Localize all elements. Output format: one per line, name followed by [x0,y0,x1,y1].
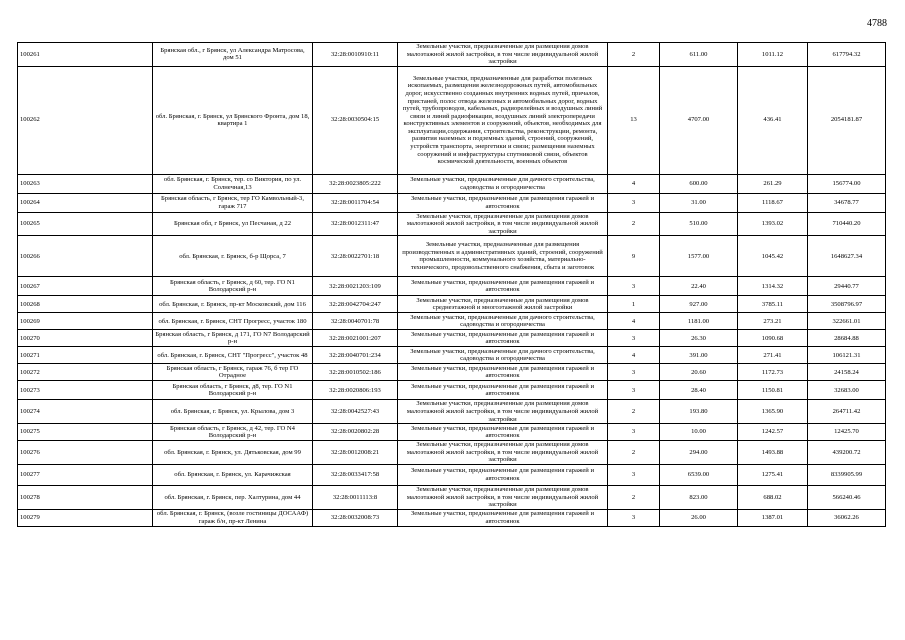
specific-value-cell: 1118.67 [738,193,808,212]
use-group-cell: 3 [608,330,660,347]
cadastral-value-cell: 156774.00 [808,174,886,193]
address-cell: Брянская обл., г Брянск, ул Александра Матросова, дом 51 [153,43,313,67]
cadastral-value-cell: 3508796.97 [808,296,886,313]
use-group-cell: 2 [608,43,660,67]
area-cell: 10.00 [660,424,738,441]
record-id-cell: 100273 [18,381,153,400]
use-group-cell: 3 [608,509,660,526]
specific-value-cell: 1314.32 [738,277,808,296]
use-group-cell: 13 [608,66,660,174]
cadastral-value-cell: 24158.24 [808,364,886,381]
cadastral-number-cell: 32:28:0022701:18 [313,236,398,277]
table-body [18,43,886,527]
cadastral-value-cell: 710440.20 [808,212,886,236]
cadastral-value-table [17,42,886,527]
address-cell: Брянская область, г Брянск, д 171, ГО N7 Володарский р-н [153,330,313,347]
area-cell: 26.30 [660,330,738,347]
cadastral-value-cell: 566240.46 [808,485,886,509]
table-row [18,364,886,381]
table-row [18,174,886,193]
record-id-cell: 100275 [18,424,153,441]
cadastral-number-cell: 32:28:0042704:247 [313,296,398,313]
address-cell: Брянская область, г Брянск, гараж 76, б тер ГО Отрадное [153,364,313,381]
land-use-cell: Земельные участки, предназначенные для размещения производственных и административных зданий, строений, сооружений промышленности, коммунального хозяйства, материально-технического, продовольственного снабжения, сбыта и заготовок [398,236,608,277]
record-id-cell: 100276 [18,441,153,465]
record-id-cell: 100274 [18,400,153,424]
area-cell: 26.00 [660,509,738,526]
address-cell: обл. Брянская, г. Брянск, пр-кт Московский, дом 116 [153,296,313,313]
cadastral-value-cell: 12425.70 [808,424,886,441]
cadastral-number-cell: 32:28:0021203:109 [313,277,398,296]
specific-value-cell: 1393.02 [738,212,808,236]
table-row [18,66,886,174]
record-id-cell: 100278 [18,485,153,509]
record-id-cell: 100263 [18,174,153,193]
use-group-cell: 1 [608,296,660,313]
cadastral-value-cell: 34678.77 [808,193,886,212]
cadastral-number-cell: 32:28:0040701:234 [313,347,398,364]
use-group-cell: 3 [608,464,660,485]
land-use-cell: Земельные участки, предназначенные для дачного строительства, садоводства и огородничества [398,174,608,193]
cadastral-value-cell: 29440.77 [808,277,886,296]
specific-value-cell: 1387.01 [738,509,808,526]
record-id-cell: 100271 [18,347,153,364]
table-row [18,464,886,485]
land-use-cell: Земельные участки, предназначенные для размещения домов малоэтажной жилой застройки, в том числе индивидуальной жилой застройки [398,400,608,424]
use-group-cell: 2 [608,441,660,465]
record-id-cell: 100264 [18,193,153,212]
cadastral-number-cell: 32:28:0032008:73 [313,509,398,526]
cadastral-number-cell: 32:28:0021001:207 [313,330,398,347]
cadastral-number-cell: 32:28:0012311:47 [313,212,398,236]
area-cell: 823.00 [660,485,738,509]
specific-value-cell: 3785.11 [738,296,808,313]
area-cell: 22.40 [660,277,738,296]
record-id-cell: 100269 [18,313,153,330]
record-id-cell: 100267 [18,277,153,296]
cadastral-number-cell: 32:28:0020802:28 [313,424,398,441]
cadastral-value-cell: 28684.88 [808,330,886,347]
table-row [18,236,886,277]
use-group-cell: 2 [608,485,660,509]
area-cell: 927.00 [660,296,738,313]
record-id-cell: 100277 [18,464,153,485]
cadastral-number-cell: 32:28:0020806:193 [313,381,398,400]
use-group-cell: 3 [608,381,660,400]
area-cell: 1181.00 [660,313,738,330]
specific-value-cell: 1172.73 [738,364,808,381]
cadastral-value-cell: 106121.31 [808,347,886,364]
specific-value-cell: 436.41 [738,66,808,174]
table-row [18,509,886,526]
specific-value-cell: 688.02 [738,485,808,509]
cadastral-number-cell: 32:28:0030504:15 [313,66,398,174]
table-row [18,43,886,67]
table-row [18,212,886,236]
land-use-cell: Земельные участки, предназначенные для размещения гаражей и автостоянок [398,509,608,526]
area-cell: 6539.00 [660,464,738,485]
cadastral-number-cell: 32:28:0042527:43 [313,400,398,424]
specific-value-cell: 1150.81 [738,381,808,400]
area-cell: 611.00 [660,43,738,67]
table-row [18,441,886,465]
cadastral-number-cell: 32:28:0011113:8 [313,485,398,509]
area-cell: 1577.00 [660,236,738,277]
use-group-cell: 4 [608,347,660,364]
specific-value-cell: 1365.90 [738,400,808,424]
address-cell: обл. Брянская, г. Брянск, ул. Дятьковская, дом 99 [153,441,313,465]
address-cell: обл. Брянская, г. Брянск, тер. со Виктория, по ул. Солнечная,13 [153,174,313,193]
address-cell: Брянская область, г Брянск, д 60, тер. ГО N1 Володарский р-н [153,277,313,296]
cadastral-value-cell: 32683.00 [808,381,886,400]
cadastral-value-cell: 617794.32 [808,43,886,67]
cadastral-value-cell: 36062.26 [808,509,886,526]
land-use-cell: Земельные участки, предназначенные для размещения гаражей и автостоянок [398,381,608,400]
address-cell: Брянская область, г Брянск, д8, тер. ГО N1 Володарский р-н [153,381,313,400]
use-group-cell: 9 [608,236,660,277]
cadastral-value-cell: 1648627.34 [808,236,886,277]
area-cell: 4707.00 [660,66,738,174]
address-cell: Брянская область, г Брянск, тер ГО Камвольный-3, гараж 717 [153,193,313,212]
specific-value-cell: 261.29 [738,174,808,193]
specific-value-cell: 1045.42 [738,236,808,277]
use-group-cell: 4 [608,313,660,330]
cadastral-value-cell: 8339905.99 [808,464,886,485]
use-group-cell: 2 [608,400,660,424]
specific-value-cell: 1242.57 [738,424,808,441]
cadastral-number-cell: 32:28:0010910:11 [313,43,398,67]
record-id-cell: 100272 [18,364,153,381]
specific-value-cell: 1275.41 [738,464,808,485]
area-cell: 193.80 [660,400,738,424]
land-use-cell: Земельные участки, предназначенные для размещения домов малоэтажной жилой застройки, в том числе индивидуальной жилой застройки [398,212,608,236]
use-group-cell: 3 [608,424,660,441]
use-group-cell: 4 [608,174,660,193]
cadastral-number-cell: 32:28:0023805:222 [313,174,398,193]
land-use-cell: Земельные участки, предназначенные для размещения домов малоэтажной жилой застройки, в том числе индивидуальной жилой застройки [398,441,608,465]
cadastral-value-cell: 2054181.87 [808,66,886,174]
land-use-cell: Земельные участки, предназначенные для дачного строительства, садоводства и огородничества [398,347,608,364]
cadastral-number-cell: 32:28:0011704:54 [313,193,398,212]
land-use-cell: Земельные участки, предназначенные для размещения гаражей и автостоянок [398,193,608,212]
specific-value-cell: 1493.88 [738,441,808,465]
area-cell: 391.00 [660,347,738,364]
land-use-cell: Земельные участки, предназначенные для размещения гаражей и автостоянок [398,364,608,381]
address-cell: обл. Брянская, г. Брянск, ул. Карачижская [153,464,313,485]
address-cell: Брянская область, г Брянск, д 42, тер. ГО N4 Володарский р-н [153,424,313,441]
cadastral-number-cell: 32:28:0012008:21 [313,441,398,465]
record-id-cell: 100261 [18,43,153,67]
address-cell: обл. Брянская, г. Брянск, СНТ "Прогресс", участок 48 [153,347,313,364]
table-row [18,193,886,212]
table-row [18,296,886,313]
land-use-cell: Земельные участки, предназначенные для размещения домов малоэтажной жилой застройки, в том числе индивидуальной жилой застройки [398,485,608,509]
table-row [18,347,886,364]
table-row [18,313,886,330]
land-use-cell: Земельные участки, предназначенные для дачного строительства, садоводства и огородничества [398,313,608,330]
address-cell: обл. Брянская, г. Брянск, (возле гостиницы ДОСААФ) гараж б/н, пр-кт Ленина [153,509,313,526]
land-use-cell: Земельные участки, предназначенные для размещения гаражей и автостоянок [398,330,608,347]
land-use-cell: Земельные участки, предназначенные для размещения гаражей и автостоянок [398,277,608,296]
address-cell: обл. Брянская, г. Брянск, ул. Крылова, дом 3 [153,400,313,424]
table-row [18,330,886,347]
cadastral-value-cell: 322661.01 [808,313,886,330]
address-cell: обл. Брянская, г. Брянск, пер. Халтурина, дом 44 [153,485,313,509]
record-id-cell: 100262 [18,66,153,174]
area-cell: 600.00 [660,174,738,193]
area-cell: 510.00 [660,212,738,236]
table-row [18,424,886,441]
record-id-cell: 100266 [18,236,153,277]
use-group-cell: 2 [608,212,660,236]
land-use-cell: Земельные участки, предназначенные для размещения гаражей и автостоянок [398,464,608,485]
table-row [18,381,886,400]
specific-value-cell: 1011.12 [738,43,808,67]
land-use-cell: Земельные участки, предназначенные для размещения гаражей и автостоянок [398,424,608,441]
area-cell: 28.40 [660,381,738,400]
use-group-cell: 3 [608,277,660,296]
record-id-cell: 100270 [18,330,153,347]
area-cell: 20.60 [660,364,738,381]
specific-value-cell: 271.41 [738,347,808,364]
specific-value-cell: 1090.68 [738,330,808,347]
land-use-cell: Земельные участки, предназначенные для размещения домов малоэтажной жилой застройки, в том числе индивидуальной жилой застройки [398,43,608,67]
area-cell: 31.00 [660,193,738,212]
address-cell: обл. Брянская, г. Брянск, ул Брянского Фронта, дом 18, квартира 1 [153,66,313,174]
cadastral-number-cell: 32:28:0010502:186 [313,364,398,381]
table-row [18,400,886,424]
area-cell: 294.00 [660,441,738,465]
address-cell: Брянская обл, г Брянск, ул Песчаная, д 22 [153,212,313,236]
cadastral-number-cell: 32:28:0040701:78 [313,313,398,330]
address-cell: обл. Брянская, г. Брянск, СНТ Прогресс, участок 180 [153,313,313,330]
cadastral-number-cell: 32:28:0033417:58 [313,464,398,485]
use-group-cell: 3 [608,193,660,212]
cadastral-value-cell: 264711.42 [808,400,886,424]
record-id-cell: 100279 [18,509,153,526]
record-id-cell: 100268 [18,296,153,313]
page-number: 4788 [867,18,887,29]
specific-value-cell: 273.21 [738,313,808,330]
record-id-cell: 100265 [18,212,153,236]
table-row [18,485,886,509]
cadastral-value-cell: 439200.72 [808,441,886,465]
use-group-cell: 3 [608,364,660,381]
address-cell: обл. Брянская, г. Брянск, б-р Щорса, 7 [153,236,313,277]
table-row [18,277,886,296]
land-use-cell: Земельные участки, предназначенные для размещения домов среднеэтажной и многоэтажной жилой застройки [398,296,608,313]
land-use-cell: Земельные участки, предназначенные для разработки полезных ископаемых, размещения железнодорожных путей, автомобильных дорог, искусственно созданных внутренних водных путей, причалов, пристаней, полос отвода железных и автомобильных дорог, водных путей, трубопроводов, кабельных, радиорелейных и воздушных линий связи и линий радиофикации, воздушных линий электропередачи конструктивных элементов и сооружений, объектов, необходимых для эксплуатации,содержания, строительства, реконструкции, ремонта, развития наземных и подземных зданий, строений, сооружений, устройств транспорта, энергетики и связи; размещения наземных сооружений и инфраструктуры спутниковой связи, объектов космической деятельности, военных объектов [398,66,608,174]
